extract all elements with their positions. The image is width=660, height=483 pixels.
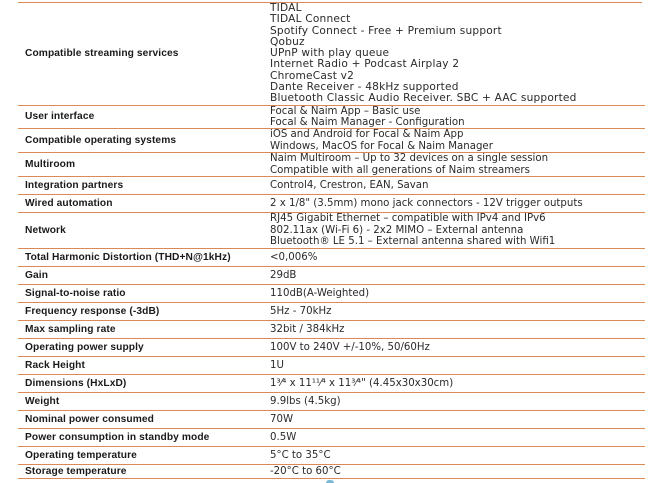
spec-value-line: iOS and Android for Focal & Naim App <box>270 129 464 141</box>
spec-value-line: <0,006% <box>270 251 318 263</box>
spec-label: Power consumption in standby mode <box>18 428 263 446</box>
table-row <box>18 302 645 320</box>
spec-value-line: 32bit / 384kHz <box>270 323 345 335</box>
specifications-table <box>18 3 645 479</box>
spec-value-line: 70W <box>270 413 294 425</box>
table-row <box>18 392 645 410</box>
table-row <box>18 446 645 464</box>
spec-value-line: 110dB(A-Weighted) <box>270 287 370 299</box>
spec-value <box>263 266 645 284</box>
spec-value-line: Bluetooth® LE 5.1 – External antenna shared with Wifi1 <box>270 236 556 247</box>
spec-label: Storage temperature <box>18 464 263 478</box>
table-row <box>18 410 645 428</box>
spec-label: Rack Height <box>18 356 263 374</box>
spec-value-line: UPnP with play queue <box>270 47 390 60</box>
table-row <box>18 284 645 302</box>
spec-value <box>263 338 645 356</box>
spec-value-line: Spotify Connect - Free + Premium support <box>270 24 502 37</box>
table-row <box>18 248 645 266</box>
spec-value <box>263 320 645 338</box>
table-row <box>18 464 645 478</box>
spec-value-line: Naim Multiroom – Up to 32 devices on a single session <box>270 153 549 165</box>
spec-label: Network <box>18 212 263 248</box>
spec-label: Multiroom <box>18 153 263 177</box>
spec-label: Operating temperature <box>18 446 263 464</box>
table-row <box>18 212 645 248</box>
spec-value-line: ChromeCast v2 <box>270 69 355 82</box>
spec-value-line: 9.9lbs (4.5kg) <box>270 395 341 407</box>
spec-label: Operating power supply <box>18 338 263 356</box>
spec-value-line: Control4, Crestron, EAN, Savan <box>270 179 429 191</box>
spec-value <box>263 129 645 153</box>
spec-label: Compatible operating systems <box>18 129 263 153</box>
spec-value-line: -20°C to 60°C <box>270 465 341 477</box>
spec-value <box>263 248 645 266</box>
spec-label: Total Harmonic Distortion (THD+N@1kHz) <box>18 248 263 266</box>
spec-value <box>263 428 645 446</box>
spec-label: Frequency response (-3dB) <box>18 302 263 320</box>
spec-value <box>263 3 645 105</box>
spec-label: Nominal power consumed <box>18 410 263 428</box>
spec-value-line: Internet Radio + Podcast Airplay 2 <box>270 58 460 71</box>
spec-label: Signal-to-noise ratio <box>18 284 263 302</box>
spec-label: Max sampling rate <box>18 320 263 338</box>
spec-value-line: 5°C to 35°C <box>270 449 331 461</box>
spec-value-line: 0.5W <box>270 431 297 443</box>
spec-value-line: 1³⁄⁴ x 11¹¹⁄⁴ x 11³⁄⁴" (4.45x30x30cm) <box>270 377 454 389</box>
spec-value-line: RJ45 Gigabit Ethernet – compatible with IPv4 and IPv6 <box>270 213 546 225</box>
spec-value-line: 5Hz - 70kHz <box>270 305 332 317</box>
table-row <box>18 194 645 212</box>
spec-label: Dimensions (HxLxD) <box>18 374 263 392</box>
spec-value-line: 1U <box>270 359 284 371</box>
spec-value <box>263 410 645 428</box>
spec-value-line: Compatible with all generations of Naim streamers <box>270 164 530 176</box>
table-row <box>18 266 645 284</box>
spec-value-line: TIDAL <box>270 2 302 14</box>
specifications-body <box>18 3 645 478</box>
spec-label: User interface <box>18 105 263 129</box>
spec-value <box>263 176 645 194</box>
spec-value <box>263 356 645 374</box>
table-row <box>18 153 645 177</box>
spec-value-line: 29dB <box>270 269 297 281</box>
spec-value <box>263 374 645 392</box>
spec-value-line: Dante Receiver - 48kHz supported <box>270 81 459 94</box>
spec-value <box>263 392 645 410</box>
spec-value <box>263 446 645 464</box>
spec-value <box>263 212 645 248</box>
spec-label: Gain <box>18 266 263 284</box>
spec-value-line: TIDAL Connect <box>270 13 351 26</box>
spec-value <box>263 105 645 129</box>
spec-value <box>263 153 645 177</box>
table-row <box>18 356 645 374</box>
spec-label: Weight <box>18 392 263 410</box>
table-row <box>18 176 645 194</box>
spec-value <box>263 284 645 302</box>
spec-value-line: Bluetooth Classic Audio Receiver. SBC + AAC supported <box>270 92 577 105</box>
spec-label: Compatible streaming services <box>18 3 263 105</box>
spec-value <box>263 302 645 320</box>
spec-value-line: Qobuz <box>270 35 305 48</box>
spec-value-line: Windows, MacOS for Focal & Naim Manager <box>270 140 493 152</box>
table-row <box>18 129 645 153</box>
table-row <box>18 3 645 105</box>
spec-label: Wired automation <box>18 194 263 212</box>
table-row <box>18 428 645 446</box>
spec-value-line: 2 x 1/8" (3.5mm) mono jack connectors - 12V trigger outputs <box>270 197 583 209</box>
table-row <box>18 105 645 129</box>
spec-value-line: 100V to 240V +/-10%, 50/60Hz <box>270 341 430 353</box>
spec-value <box>263 464 645 478</box>
spec-value <box>263 194 645 212</box>
spec-value-line: 802.11ax (Wi-Fi 6) - 2x2 MIMO – External antenna <box>270 224 524 236</box>
table-row <box>18 374 645 392</box>
spec-value-line: Focal & Naim App – Basic use <box>270 105 421 117</box>
table-row <box>18 338 645 356</box>
table-row <box>18 320 645 338</box>
spec-label: Integration partners <box>18 176 263 194</box>
spec-value-line: Focal & Naim Manager - Configuration <box>270 116 465 128</box>
